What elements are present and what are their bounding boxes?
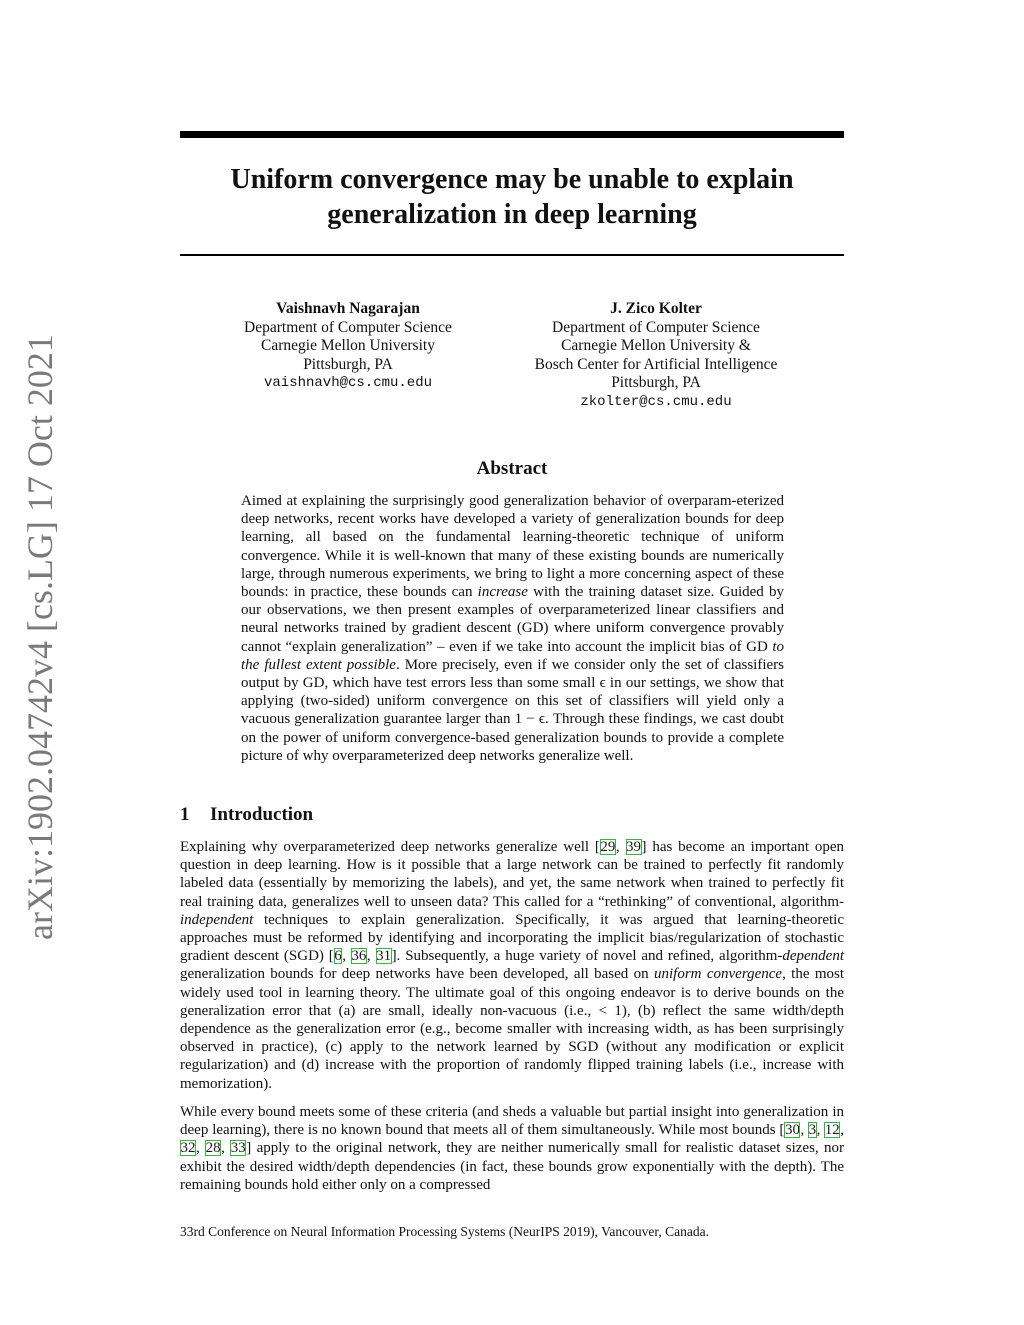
author-block-2 [510,300,802,411]
citation-link[interactable]: 33 [230,1140,246,1157]
author-affiliation: Bosch Center for Artificial Intelligence [534,355,778,373]
author-affiliation: Pittsburgh, PA [611,374,701,391]
section-number: 1 [180,804,190,825]
paragraph-emphasis: independent [180,911,254,928]
paragraph-text: generalization bounds for deep networks have been developed, all based on [180,966,654,983]
author-email[interactable]: zkolter@cs.cmu.edu [580,393,732,410]
author-affiliation: Department of Computer Science [552,318,760,336]
citation-link[interactable]: 30 [784,1122,800,1139]
author-affiliation: Pittsburgh, PA [303,355,393,373]
author-block-1 [200,300,496,393]
abstract-emphasis: to the fullest extent possible [241,638,784,673]
citation-link[interactable]: 36 [351,948,367,965]
author-affiliation: Carnegie Mellon University & [561,337,751,354]
citation-link[interactable]: 6 [334,948,342,965]
author-affiliation: Carnegie Mellon University [261,337,435,354]
paragraph-emphasis: dependent [782,948,844,965]
citation-separator: , [800,1122,809,1139]
paragraph-text: ]. Subsequently, a huge variety of novel and refined, algorithm- [391,948,783,965]
title-line-2: generalization in deep learning [327,199,697,230]
paper-title [180,162,844,232]
paragraph-emphasis: uniform convergence [654,966,783,983]
citation-link[interactable]: 29 [600,839,616,855]
paragraph-text: ] apply to the original network, they are neither numerically small for realistic dataset sizes, nor exhibit the desired width/depth dependencies (in fact, these bounds grow exponentially with the depth). The remaining bounds hold either only on a compressed [180,1140,845,1193]
author-affiliation: Department of Computer Science [244,318,452,336]
paragraph-text: , the most widely used tool in learning theory. The ultimate goal of this ongoing endeavor is to derive bounds on the generalization error that (a) are small, ideally non-vacuous (i.e., < 1), (b) reflect the same width/depth dependence as the generalization error (e.g., become smaller with increasing width, as has been surprisingly observed in practice), (c) apply to the network learned by SGD (without any modification or explicit regularization) and (d) increase with the proportion of randomly flipped training labels (i.e., increase with memorization). [180,966,845,1092]
abstract-heading: Abstract [476,458,548,479]
author-email[interactable]: vaishnavh@cs.cmu.edu [263,375,433,391]
citation-separator: , [840,1122,844,1139]
title-line-1: Uniform convergence may be unable to explain [230,164,794,195]
citation-link[interactable]: 3 [808,1122,817,1139]
paragraph-text: While every bound meets some of these criteria (and sheds a valuable but partial insight into generalization in deep learning), there is no known bound that meets all of them simultaneously. While most bounds [ [180,1104,844,1139]
citation-link[interactable]: 39 [626,839,641,855]
paragraph-text: Explaining why overparameterized deep networks generalize well [ [180,839,600,855]
citation-separator: , [366,948,376,965]
title-top-rule [180,131,844,138]
citation-link[interactable]: 12 [824,1122,840,1139]
author-name: Vaishnavh Nagarajan [276,300,420,317]
citation-separator: , [342,948,351,965]
paragraph-text: ] has become an important open question in deep learning. How is it possible that a large network can be trained to perfectly fit randomly labeled data (essentially by memorizing the labels), and yet, the same network when trained to perfectly fit real training data, generalizes well to unseen data? This called for a “rethinking” of conventional, algorithm- [180,839,844,910]
citation-link[interactable]: 31 [376,948,392,965]
paragraph-text: techniques to explain generalization. Specifically, it was argued that learning-theoretic approaches must be reformed by identifying and incorporating the implicit bias/regularization of stochastic gradient descent (SGD) [ [180,911,844,965]
citation-separator: , [816,1122,825,1139]
citation-separator: , [221,1140,231,1157]
citation-separator: , [615,839,626,855]
conference-footnote: 33rd Conference on Neural Information Processing Systems (NeurIPS 2019), Vancouver, Canada. [180,1224,709,1239]
citation-separator: , [196,1140,206,1157]
section-title: Introduction [210,804,314,825]
intro-paragraph-2 [180,1103,844,1194]
abstract-emphasis: increase [477,584,528,601]
citation-link[interactable]: 28 [205,1140,221,1157]
title-bottom-rule [180,254,844,256]
abstract-text: with the training dataset size. Guided by our observations, we then present examples of overparameterized linear classifiers and neural networks trained by gradient descent (GD) where uniform convergence provably cannot “explain generalization” – even if we take into account the implicit bias of GD [241,584,784,655]
section-heading-introduction [180,804,313,826]
abstract-text: Aimed at explaining the surprisingly good generalization behavior of overparam-eterized deep networks, recent works have developed a variety of generalization bounds for deep learning, all based on the fundamental learning-theoretic technique of uniform convergence. While it is well-known that many of these existing bounds are numerically large, through numerous experiments, we bring to light a more concerning aspect of these bounds: in practice, these bounds can [241,493,784,601]
author-name: J. Zico Kolter [610,300,702,317]
arxiv-identifier-stamp: arXiv:1902.04742v4 [cs.LG] 17 Oct 2021 [20,334,60,940]
intro-paragraph-1 [180,838,844,1093]
abstract-text: . More precisely, even if we consider only the set of classifiers output by GD, which have test errors less than some small ϵ in our settings, we show that applying (two-sided) uniform convergence on this set of classifiers will yield only a vacuous generalization guarantee larger than 1 − ϵ. Through these findings, we cast doubt on the power of uniform convergence-based generalization bounds to provide a complete picture of why overparameterized deep networks generalize well. [241,656,785,764]
citation-link[interactable]: 32 [180,1140,196,1157]
abstract-body [241,492,784,765]
